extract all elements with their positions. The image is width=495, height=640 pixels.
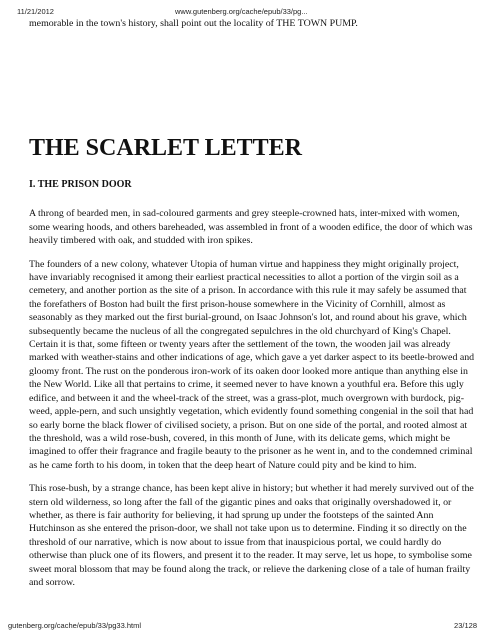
print-header-url: www.gutenberg.org/cache/epub/33/pg... [175, 7, 308, 16]
page-number: 23/128 [454, 621, 477, 630]
paragraph: This rose-bush, by a strange chance, has been kept alive in history; but whether it had merely survived out of the stern old wilderness, so long after the fall of the gigantic pines and oaks that originally overshadowed it, or whether, as there is fair authority for believing, it had sprung up under the footsteps of the sainted Ann Hutchinson as she entered the prison-door, we shall not take upon us to determine. Finding it so directly on the threshold of our narrative, which is now about to issue from that inauspicious portal, we could hardly do otherwise than pluck one of its flowers, and present it to the reader. It may serve, let us hope, to symbolise some sweet moral blossom that may be found along the track, or relieve the darkening close of a tale of human frailty and sorrow. [29, 483, 474, 588]
chapter-heading: I. THE PRISON DOOR [29, 179, 132, 191]
paragraph: A throng of bearded men, in sad-coloured garments and grey steeple-crowned hats, inter-mixed with women, some wearing hoods, and others bareheaded, was assembled in front of a wooden edifice, the door of which was heavily timbered with oak, and studded with iron spikes. [29, 208, 473, 247]
intro-line: memorable in the town's history, shall point out the locality of THE TOWN PUMP. [29, 18, 358, 29]
document-content [29, 17, 476, 597]
print-date: 11/21/2012 [17, 7, 54, 16]
paragraph: The founders of a new colony, whatever Utopia of human virtue and happiness they might originally project, have invariably recognised it among their earliest practical necessities to allot a portion of the virgin soil as a cemetery, and another portion as the site of a prison. In accordance with this rule it may safely be assumed that the forefathers of Boston had built the first prison-house somewhere in the Vicinity of Cornhill, almost as seasonably as they marked out the first burial-ground, on Isaac Johnson's lot, and round about his grave, which subsequently became the nucleus of all the congregated sepulchres in the old churchyard of King's Chapel. Certain it is that, some fifteen or twenty years after the settlement of the town, the wooden jail was already marked with weather-stains and other indications of age, which gave a yet darker aspect to its beetle-browed and gloomy front. The rust on the ponderous iron-work of its oaken door looked more antique than anything else in the New World. Like all that pertains to crime, it seemed never to have known a youthful era. Before this ugly edifice, and between it and the wheel-track of the street, was a grass-plot, much overgrown with burdock, pig-weed, apple-pern, and such unsightly vegetation, which evidently found something congenial in the soil that had so early borne the black flower of civilised society, a prison. But on one side of the portal, and rooted almost at the threshold, was a wild rose-bush, covered, in this month of June, with its delicate gems, which might be imagined to offer their fragrance and fragile beauty to the prisoner as he went in, and to the condemned criminal as he came forth to his doom, in token that the deep heart of Nature could pity and be kind to him. [29, 258, 475, 471]
print-footer [0, 621, 495, 633]
book-title: THE SCARLET LETTER [29, 135, 302, 162]
print-footer-url: gutenberg.org/cache/epub/33/pg33.html [8, 621, 142, 630]
